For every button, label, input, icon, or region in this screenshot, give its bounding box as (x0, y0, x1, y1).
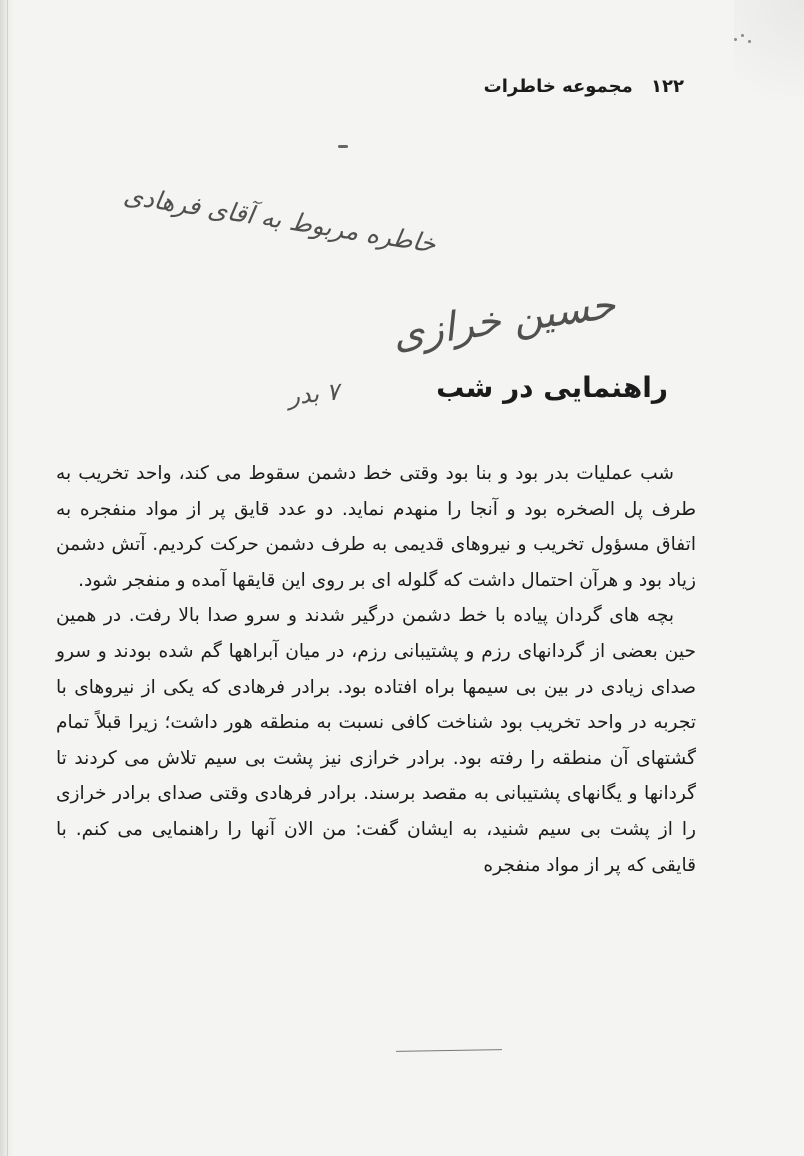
book-title: مجموعه خاطرات (483, 76, 633, 97)
story-paragraph-1: شب عملیات بدر بود و بنا بود وقتی خط دشمن سقوط می کند، واحد تخریب به طرف پل الصخره بود و آنجا را منهدم نماید. دو عدد قایق پر از مواد منفجره به اتفاق مسؤول تخریب و نیروهای قدیمی به طرف دشمن حرکت کردیم. آتش دشمن زیاد بود و هرآن احتمال داشت که گلوله ای بر روی این قایقها آمده و منفجر شود. (56, 463, 696, 591)
page-corner-shade (734, 0, 804, 140)
scan-marks (734, 34, 752, 44)
page-number: ۱۲۲ (651, 76, 684, 97)
page-margin-line (7, 0, 8, 1156)
handwritten-mark: ۷ بدر (286, 377, 341, 411)
running-header (484, 76, 684, 97)
ink-speck (338, 145, 348, 148)
story-paragraph-2: بچه های گردان پیاده با خط دشمن درگیر شدند و سرو صدا بالا رفت. در همین حین بعضی از گردانهای رزم و پشتیبانی رزم، در میان آبراهها گم شده بودند و سرو صدای زیادی در بین بی سیمها براه افتاده بود. برادر فرهادی که یکی از نیروهای با تجربه در واحد تخریب بود شناخت کافی نسبت به منطقه هور داشت؛ زیرا قبلاً تمام گشتهای آن منطقه را رفته بود. برادر خرازی نیز پشت بی سیم تلاش می کردند تا گردانها و یگانهای پشتیبانی به مقصد برسند. برادر فرهادی وقتی صدای برادر خرازی را از پشت بی سیم شنید، به ایشان گفت: من الان آنها را راهنمایی می کنم. با قایقی که پر از مواد منفجره (56, 605, 696, 876)
story-title: راهنمایی در شب (436, 371, 668, 404)
handwritten-note: خاطره مربوط به آقای فرهادی (121, 180, 438, 259)
story-body (56, 456, 696, 1096)
handwritten-name: حسین خرازی (389, 281, 619, 359)
